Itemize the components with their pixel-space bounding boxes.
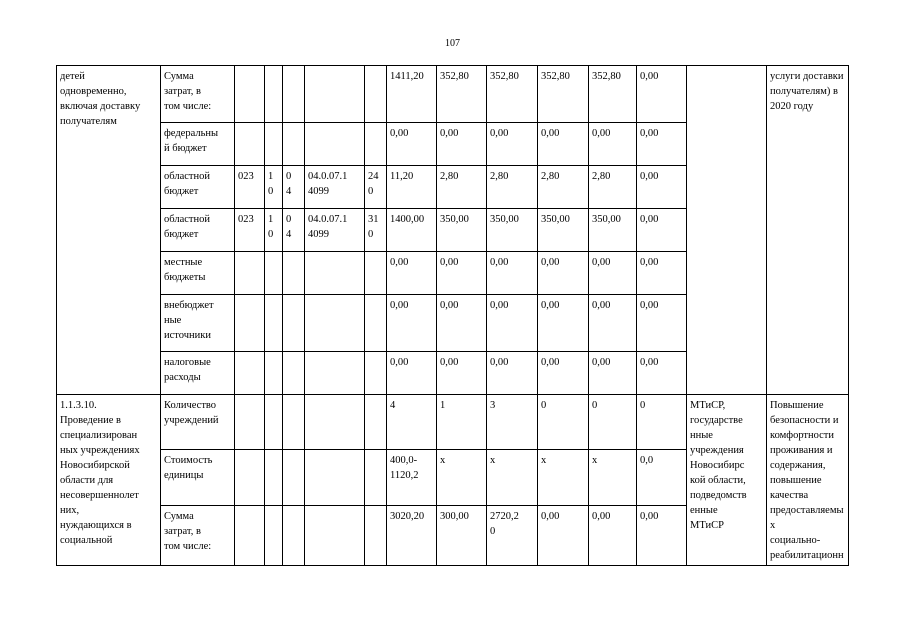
value-cell-y3: 0,00 xyxy=(538,295,589,352)
value-cell-grbs xyxy=(235,123,265,166)
value-cell-y4: 0,00 xyxy=(589,352,637,395)
value-cell-csr xyxy=(305,395,365,450)
value-cell-vr xyxy=(365,395,387,450)
value-cell-total: 3020,20 xyxy=(387,505,437,566)
value-cell-vr xyxy=(365,352,387,395)
value-cell-pr: 0 4 xyxy=(283,166,305,209)
value-cell-vr xyxy=(365,252,387,295)
value-cell-pr xyxy=(283,295,305,352)
value-cell-y5: 0,00 xyxy=(637,209,687,252)
value-cell-vr xyxy=(365,505,387,566)
indicator-label-cell: областной бюджет xyxy=(161,166,235,209)
value-cell-y2: 3 xyxy=(487,395,538,450)
value-cell-total: 0,00 xyxy=(387,352,437,395)
value-cell-y1: 300,00 xyxy=(437,505,487,566)
value-cell-grbs xyxy=(235,450,265,505)
value-cell-pr: 0 4 xyxy=(283,209,305,252)
value-cell-y5: 0,00 xyxy=(637,166,687,209)
value-cell-y1: 0,00 xyxy=(437,123,487,166)
value-cell-y5: 0 xyxy=(637,395,687,450)
value-cell-rz xyxy=(265,123,283,166)
value-cell-vr xyxy=(365,66,387,123)
value-cell-y3: 2,80 xyxy=(538,166,589,209)
value-cell-pr xyxy=(283,66,305,123)
value-cell-vr: 24 0 xyxy=(365,166,387,209)
value-cell-y4: 0,00 xyxy=(589,295,637,352)
indicator-label-cell: областной бюджет xyxy=(161,209,235,252)
value-cell-y5: 0,00 xyxy=(637,66,687,123)
value-cell-pr xyxy=(283,395,305,450)
value-cell-y4: 0,00 xyxy=(589,123,637,166)
value-cell-csr: 04.0.07.1 4099 xyxy=(305,166,365,209)
indicator-label-cell: Сумма затрат, в том числе: xyxy=(161,505,235,566)
value-cell-y4: 352,80 xyxy=(589,66,637,123)
value-cell-y4: 0 xyxy=(589,395,637,450)
value-cell-csr xyxy=(305,66,365,123)
value-cell-csr: 04.0.07.1 4099 xyxy=(305,209,365,252)
value-cell-grbs xyxy=(235,295,265,352)
value-cell-y3: 0,00 xyxy=(538,252,589,295)
value-cell-rz xyxy=(265,66,283,123)
value-cell-y2: 352,80 xyxy=(487,66,538,123)
value-cell-y5: 0,0 xyxy=(637,450,687,505)
activity-name-cell: 1.1.3.10. Проведение в специализирован ных учреждениях Новосибирской области для несовершеннолет них, нуждающихся в социальной xyxy=(57,395,161,566)
value-cell-grbs xyxy=(235,505,265,566)
program-activities-table xyxy=(56,65,849,566)
value-cell-y1: 1 xyxy=(437,395,487,450)
value-cell-y4: x xyxy=(589,450,637,505)
value-cell-total: 11,20 xyxy=(387,166,437,209)
value-cell-y3: 0,00 xyxy=(538,352,589,395)
value-cell-y5: 0,00 xyxy=(637,352,687,395)
value-cell-rz xyxy=(265,295,283,352)
value-cell-y1: 352,80 xyxy=(437,66,487,123)
value-cell-pr xyxy=(283,450,305,505)
value-cell-csr xyxy=(305,450,365,505)
value-cell-csr xyxy=(305,295,365,352)
value-cell-total: 400,0- 1120,2 xyxy=(387,450,437,505)
expected-result-cell: услуги доставки получателям) в 2020 году xyxy=(767,66,849,395)
table-row xyxy=(57,66,849,123)
value-cell-total: 0,00 xyxy=(387,252,437,295)
value-cell-grbs xyxy=(235,352,265,395)
value-cell-rz xyxy=(265,252,283,295)
table-row xyxy=(57,395,849,450)
value-cell-pr xyxy=(283,252,305,295)
value-cell-y2: 0,00 xyxy=(487,352,538,395)
value-cell-grbs: 023 xyxy=(235,209,265,252)
value-cell-total: 4 xyxy=(387,395,437,450)
value-cell-y4: 2,80 xyxy=(589,166,637,209)
value-cell-csr xyxy=(305,252,365,295)
value-cell-y3: 0 xyxy=(538,395,589,450)
value-cell-csr xyxy=(305,352,365,395)
value-cell-y2: 0,00 xyxy=(487,252,538,295)
value-cell-total: 1400,00 xyxy=(387,209,437,252)
value-cell-y5: 0,00 xyxy=(637,123,687,166)
value-cell-y5: 0,00 xyxy=(637,252,687,295)
value-cell-y1: x xyxy=(437,450,487,505)
value-cell-y2: x xyxy=(487,450,538,505)
value-cell-y1: 350,00 xyxy=(437,209,487,252)
activity-name-cell: детей одновременно, включая доставку получателям xyxy=(57,66,161,395)
indicator-label-cell: местные бюджеты xyxy=(161,252,235,295)
indicator-label-cell: налоговые расходы xyxy=(161,352,235,395)
executor-cell xyxy=(687,66,767,395)
value-cell-vr: 31 0 xyxy=(365,209,387,252)
value-cell-rz xyxy=(265,450,283,505)
value-cell-total: 0,00 xyxy=(387,295,437,352)
value-cell-csr xyxy=(305,123,365,166)
value-cell-total: 0,00 xyxy=(387,123,437,166)
value-cell-y3: 0,00 xyxy=(538,505,589,566)
value-cell-vr xyxy=(365,295,387,352)
value-cell-y3: 350,00 xyxy=(538,209,589,252)
indicator-label-cell: федеральны й бюджет xyxy=(161,123,235,166)
value-cell-y2: 2720,2 0 xyxy=(487,505,538,566)
value-cell-grbs: 023 xyxy=(235,166,265,209)
value-cell-y1: 0,00 xyxy=(437,252,487,295)
value-cell-y4: 0,00 xyxy=(589,505,637,566)
value-cell-rz xyxy=(265,395,283,450)
value-cell-y1: 0,00 xyxy=(437,295,487,352)
indicator-label-cell: Сумма затрат, в том числе: xyxy=(161,66,235,123)
value-cell-vr xyxy=(365,123,387,166)
value-cell-y2: 0,00 xyxy=(487,295,538,352)
value-cell-y4: 350,00 xyxy=(589,209,637,252)
value-cell-y1: 2,80 xyxy=(437,166,487,209)
value-cell-grbs xyxy=(235,395,265,450)
indicator-label-cell: внебюджет ные источники xyxy=(161,295,235,352)
value-cell-csr xyxy=(305,505,365,566)
page-number: 107 xyxy=(445,38,460,49)
value-cell-y1: 0,00 xyxy=(437,352,487,395)
value-cell-y2: 350,00 xyxy=(487,209,538,252)
value-cell-y5: 0,00 xyxy=(637,295,687,352)
value-cell-pr xyxy=(283,123,305,166)
value-cell-y4: 0,00 xyxy=(589,252,637,295)
indicator-label-cell: Стоимость единицы xyxy=(161,450,235,505)
value-cell-pr xyxy=(283,505,305,566)
value-cell-rz: 1 0 xyxy=(265,209,283,252)
value-cell-vr xyxy=(365,450,387,505)
value-cell-rz xyxy=(265,505,283,566)
value-cell-grbs xyxy=(235,252,265,295)
expected-result-cell: Повышение безопасности и комфортности проживания и содержания, повышение качества предоставляемых социально- реабилитационн xyxy=(767,395,849,566)
value-cell-total: 1411,20 xyxy=(387,66,437,123)
value-cell-y3: 0,00 xyxy=(538,123,589,166)
value-cell-pr xyxy=(283,352,305,395)
executor-cell: МТиСР, государстве нные учреждения Новосибирс кой области, подведомств енные МТиСР xyxy=(687,395,767,566)
value-cell-rz: 1 0 xyxy=(265,166,283,209)
value-cell-y2: 2,80 xyxy=(487,166,538,209)
value-cell-y2: 0,00 xyxy=(487,123,538,166)
value-cell-y3: x xyxy=(538,450,589,505)
value-cell-grbs xyxy=(235,66,265,123)
value-cell-y5: 0,00 xyxy=(637,505,687,566)
value-cell-rz xyxy=(265,352,283,395)
value-cell-y3: 352,80 xyxy=(538,66,589,123)
indicator-label-cell: Количество учреждений xyxy=(161,395,235,450)
